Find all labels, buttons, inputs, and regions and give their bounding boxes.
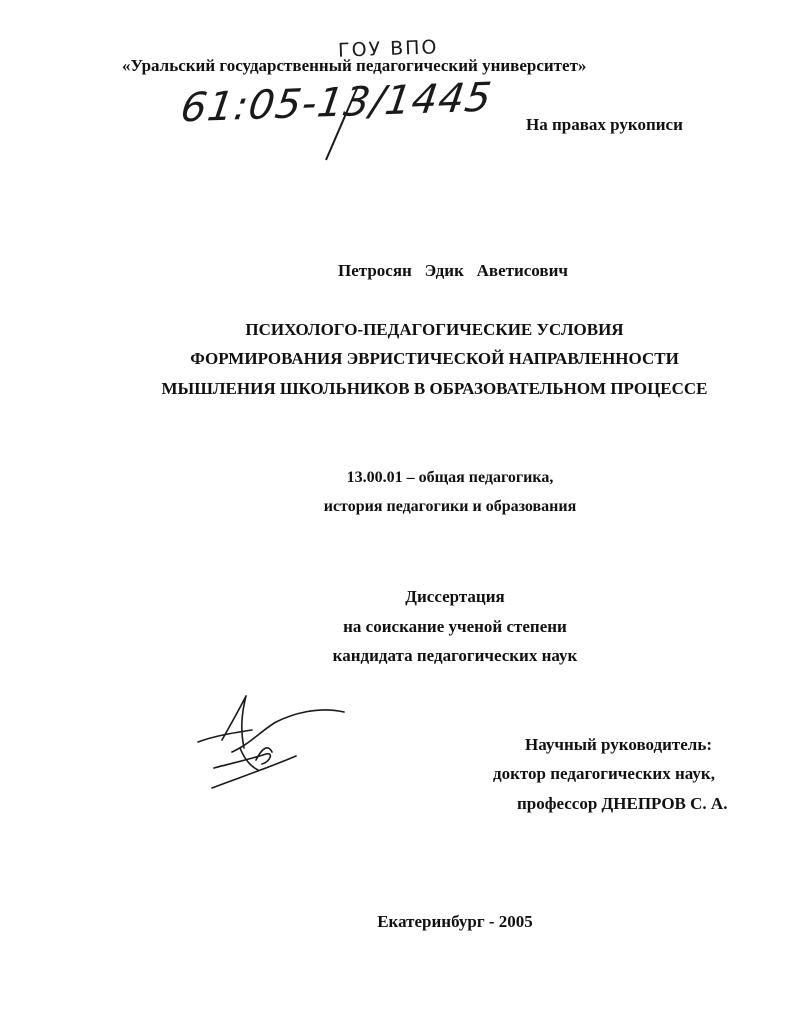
supervisor-name: профессор ДНЕПРОВ С. А. — [517, 794, 728, 813]
manuscript-rights-note: На правах рукописи — [526, 115, 683, 134]
handwritten-org-abbr: ГОУ ВПО — [337, 36, 439, 62]
document-type: Диссертация — [405, 587, 505, 606]
handwritten-catalog-number: 61:05-13/1445 — [177, 74, 495, 132]
author-name: Петросян Эдик Аветисович — [338, 261, 568, 280]
degree-purpose: на соискание ученой степени — [343, 617, 567, 636]
specialty-code: 13.00.01 – общая педагогика, — [346, 469, 554, 486]
specialty-name: история педагогики и образования — [323, 498, 577, 515]
supervisor-degree: доктор педагогических наук, — [493, 764, 715, 783]
signature-icon — [198, 696, 344, 788]
city-year: Екатеринбург - 2005 — [377, 912, 533, 931]
university-name: «Уральский государственный педагогический университет» — [122, 56, 587, 75]
title-line-1: ПСИХОЛОГО-ПЕДАГОГИЧЕСКИЕ УСЛОВИЯ — [245, 320, 624, 339]
degree-name: кандидата педагогических наук — [332, 646, 578, 665]
title-line-2: ФОРМИРОВАНИЯ ЭВРИСТИЧЕСКОЙ НАПРАВЛЕННОСТИ — [190, 349, 679, 368]
catalog-slash-stroke — [326, 86, 358, 160]
supervisor-label: Научный руководитель: — [525, 735, 712, 754]
title-line-3: МЫШЛЕНИЯ ШКОЛЬНИКОВ В ОБРАЗОВАТЕЛЬНОМ ПРОЦЕССЕ — [161, 379, 708, 398]
